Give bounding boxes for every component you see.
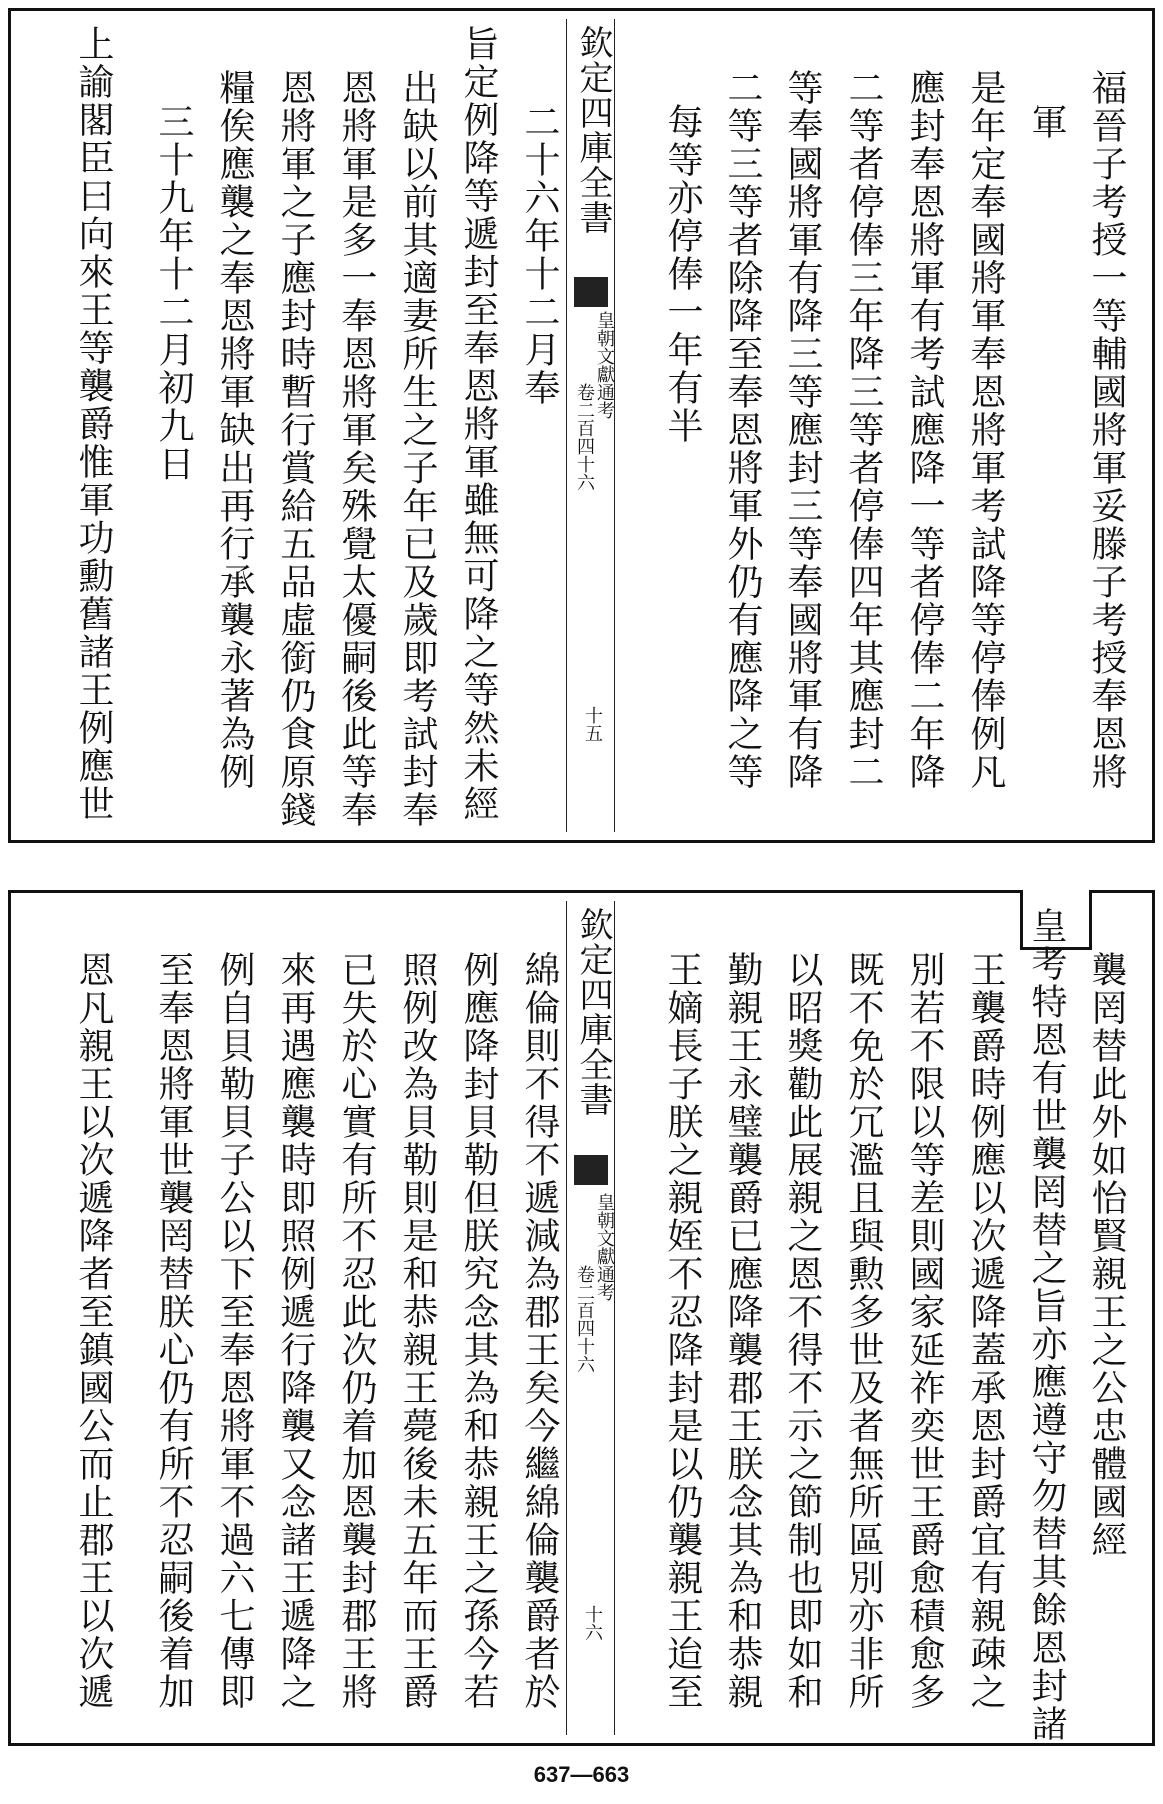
text-column: 糧俟應襲之奉恩將軍缺出再行承襲永著為例 [214, 69, 255, 791]
text-column: 二等三等者除降至奉恩將軍外仍有應降之等 [722, 69, 763, 791]
text-column: 王襲爵時例應以次遞降蓋承恩封爵宜有親疎之 [965, 951, 1006, 1711]
text-column: 皇考特恩有世襲罔替之旨亦應遵守勿替其餘恩封諸 [1026, 907, 1067, 1743]
text-column: 至奉恩將軍世襲罔替朕心仍有所不忍嗣後着加 [153, 951, 194, 1711]
text-column: 來再遇應襲時即照例遞行降襲又念諸王遞降之 [275, 951, 316, 1711]
leaf-number: 十五 [582, 706, 603, 742]
page-reference-number: 637—663 [533, 1762, 630, 1787]
text-column: 已失於心實有所不忍此次仍着加恩襲封郡王將 [336, 951, 377, 1711]
text-column: 既不免於冗濫且與勲多世及者無所區別亦非所 [843, 951, 884, 1711]
text-column: 綿倫則不得不遞減為郡王矣今繼綿倫襲爵者於 [519, 951, 560, 1711]
text-column: 是年定奉國將軍奉恩將軍考試降等停俸例凡 [965, 69, 1006, 791]
source-title: 皇朝文獻通考 [594, 1193, 615, 1301]
text-column: 恩凡親王以次遞降者至鎮國公而止郡王以次遞 [73, 951, 114, 1711]
text-column: 每等亦停俸一年有半 [662, 103, 703, 445]
source-title: 皇朝文獻通考 [594, 311, 615, 419]
text-column: 軍 [1026, 103, 1067, 141]
fishtail-mark [574, 277, 608, 307]
text-column: 上諭閣臣曰向來王等襲爵惟軍功勳舊諸王例應世 [73, 25, 114, 823]
top-page [8, 8, 1155, 843]
fishtail-mark [574, 1155, 608, 1185]
book-title: 欽定四庫全書 [573, 25, 613, 235]
book-title: 欽定四庫全書 [573, 907, 613, 1117]
text-column: 別若不限以等差則國家延祚奕世王爵愈積愈多 [904, 951, 945, 1711]
volume-number: 卷二百四十六 [574, 1265, 595, 1373]
text-column: 恩將軍之子應封時暫行賞給五品虛銜仍食原錢 [275, 69, 316, 829]
text-column: 以昭獎勸此展親之恩不得不示之節制也即如和 [782, 951, 823, 1711]
text-column: 照例改為貝勒則是和恭親王薨後未五年而王爵 [397, 951, 438, 1711]
text-column: 王嫡長子朕之親姪不忍降封是以仍襲親王迨至 [662, 951, 703, 1711]
text-column: 勤親王永璧襲爵已應降襲郡王朕念其為和恭親 [722, 951, 763, 1711]
text-column: 例應降封貝勒但朕究念其為和恭親王之孫今若 [458, 951, 499, 1711]
text-column: 出缺以前其適妻所生之子年已及歲即考試封奉 [397, 69, 438, 829]
text-column: 等奉國將軍有降三等應封三等奉國將軍有降 [782, 69, 823, 791]
text-column: 襲罔替此外如怡賢親王之公忠體國經 [1086, 951, 1127, 1559]
text-column: 福晉子考授一等輔國將軍妥滕子考授奉恩將 [1086, 69, 1127, 791]
bottom-page [8, 890, 1155, 1746]
text-column: 例自貝勒貝子公以下至奉恩將軍不過六七傳即 [214, 951, 255, 1711]
text-column: 旨定例降等遞封至奉恩將軍雖無可降之等然未經 [458, 25, 499, 823]
text-column: 二等者停俸三年降三等者停俸四年其應封二 [843, 69, 884, 791]
text-column: 應封奉恩將軍有考試應降一等者停俸二年降 [904, 69, 945, 791]
text-column: 二十六年十二月奉 [519, 103, 560, 407]
volume-number: 卷二百四十六 [574, 383, 595, 491]
leaf-number: 十六 [582, 1605, 603, 1641]
text-column: 三十九年十二月初九日 [153, 103, 194, 483]
text-column: 恩將軍是多一奉恩將軍矣殊覺太優嗣後此等奉 [336, 69, 377, 829]
